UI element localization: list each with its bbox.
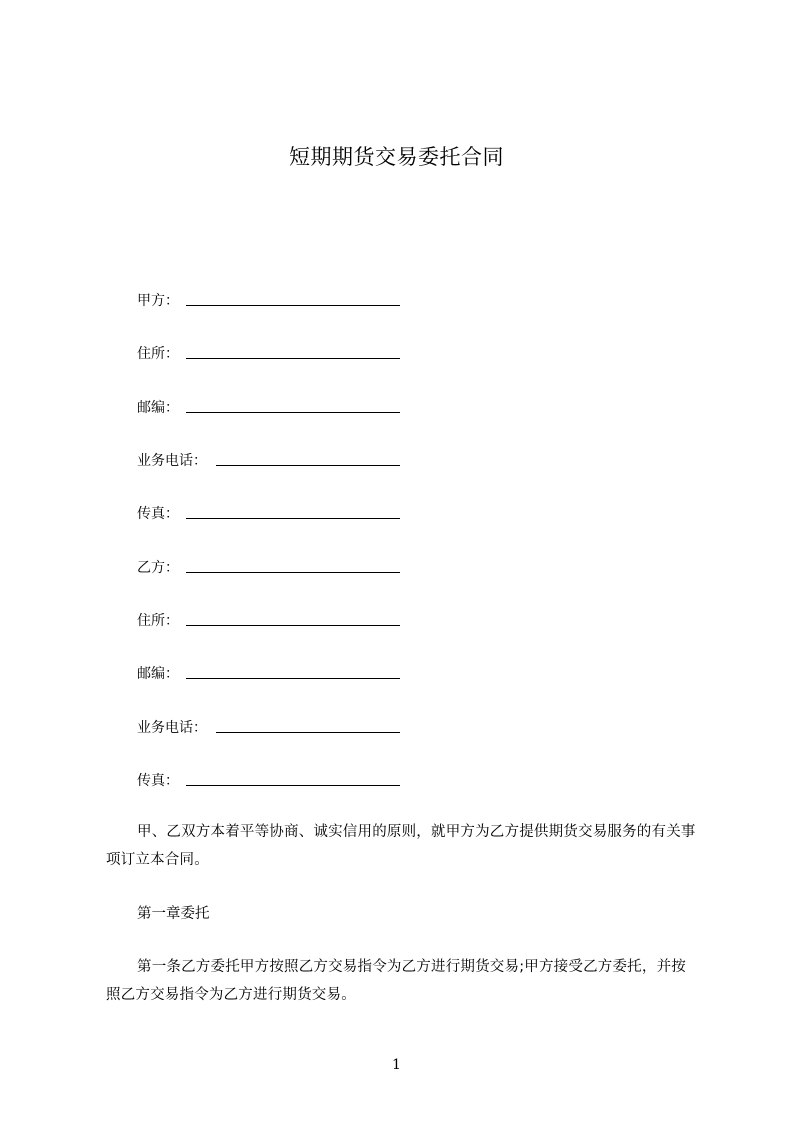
party-b-fax-label: 传真： — [137, 773, 179, 789]
party-b-postcode-field — [137, 663, 179, 685]
party-b-fax-blank-line — [186, 785, 400, 786]
intro-paragraph: 甲、乙双方本着平等协商、诚实信用的原则，就甲方为乙方提供期货交易服务的有关事项订立本合同。 — [106, 824, 696, 868]
party-b-address-field — [137, 610, 179, 632]
party-a-field — [137, 290, 179, 312]
party-b-fax-field — [137, 770, 179, 792]
party-a-fax-field — [137, 503, 179, 525]
party-a-fax-blank-line — [186, 518, 400, 519]
party-b-address-blank-line — [186, 625, 400, 626]
article-1-paragraph: 第一条乙方委托甲方按照乙方交易指令为乙方进行期货交易;甲方接受乙方委托，并按照乙方交易指令为乙方进行期货交易。 — [106, 959, 686, 1003]
party-a-postcode-label: 邮编： — [137, 400, 179, 416]
party-a-address-label: 住所： — [137, 346, 179, 362]
party-a-phone-label: 业务电话： — [137, 453, 207, 469]
party-b-phone-blank-line — [216, 732, 400, 733]
party-a-label: 甲方： — [137, 293, 179, 309]
party-b-phone-field — [137, 717, 207, 739]
party-b-phone-label: 业务电话： — [137, 720, 207, 736]
party-a-phone-field — [137, 450, 207, 472]
party-b-blank-line — [186, 572, 400, 573]
party-b-address-label: 住所： — [137, 613, 179, 629]
party-a-postcode-blank-line — [186, 412, 400, 413]
party-b-postcode-label: 邮编： — [137, 666, 179, 682]
party-a-address-field — [137, 343, 179, 365]
party-a-address-blank-line — [186, 358, 400, 359]
document-title: 短期期货交易委托合同 — [289, 145, 504, 169]
page-number: 1 — [392, 1057, 401, 1073]
party-a-postcode-field — [137, 397, 179, 419]
party-a-blank-line — [186, 305, 400, 306]
party-a-phone-blank-line — [216, 465, 400, 466]
chapter-heading: 第一章委托 — [137, 906, 210, 922]
party-a-fax-label: 传真： — [137, 506, 179, 522]
party-b-postcode-blank-line — [186, 678, 400, 679]
party-b-field — [137, 557, 179, 579]
party-b-label: 乙方： — [137, 560, 179, 576]
